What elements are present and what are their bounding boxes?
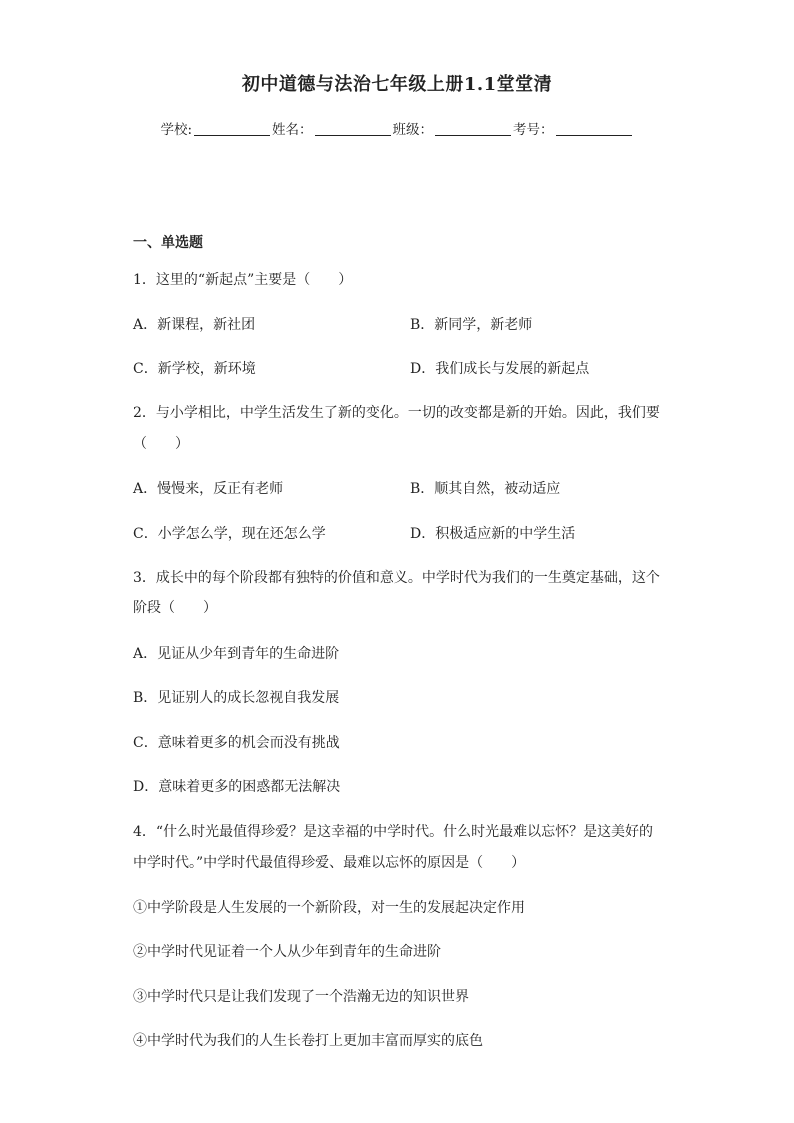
name-blank[interactable] bbox=[315, 121, 391, 136]
number-label: 考号： bbox=[513, 122, 554, 138]
name-label: 姓名： bbox=[272, 122, 313, 138]
q4-stem-line2: 中学时代。”中学时代最值得珍爱、最难以忘怀的原因是（ ） bbox=[133, 855, 526, 871]
q4-item-4: ④中学时代为我们的人生长卷打上更加丰富而厚实的底色 bbox=[133, 1033, 483, 1049]
q3-option-a: A．见证从少年到青年的生命进阶 bbox=[133, 646, 340, 662]
q1-option-a: A．新课程，新社团 bbox=[133, 317, 256, 333]
q2-stem-line2: （ ） bbox=[133, 436, 189, 452]
class-blank[interactable] bbox=[435, 121, 511, 136]
q2-option-b: B．顺其自然，被动适应 bbox=[410, 481, 561, 497]
q2-option-a: A．慢慢来，反正有老师 bbox=[133, 481, 284, 497]
q4-item-2: ②中学时代见证着一个人从少年到青年的生命进阶 bbox=[133, 944, 441, 960]
school-label: 学校: bbox=[160, 122, 193, 138]
q4-stem-line1: 4．“什么时光最值得珍爱？是这幸福的中学时代。什么时光最难以忘怀？是这美好的 bbox=[133, 824, 654, 840]
student-info-line bbox=[0, 118, 794, 138]
section-title: 一、单选题 bbox=[133, 235, 203, 251]
page-title: 初中道德与法治七年级上册1.1堂堂清 bbox=[241, 74, 553, 95]
q3-option-d: D．意味着更多的困惑都无法解决 bbox=[133, 779, 341, 795]
q2-option-c: C．小学怎么学，现在还怎么学 bbox=[133, 526, 326, 542]
class-label: 班级： bbox=[392, 122, 434, 138]
q3-stem-line2: 阶段（ ） bbox=[133, 600, 217, 616]
q4-item-1: ①中学阶段是人生发展的一个新阶段，对一生的发展起决定作用 bbox=[133, 900, 525, 916]
q3-stem-line1: 3．成长中的每个阶段都有独特的价值和意义。中学时代为我们的一生奠定基础，这个 bbox=[133, 570, 660, 586]
school-blank[interactable] bbox=[194, 121, 270, 136]
q1-option-d: D．我们成长与发展的新起点 bbox=[410, 361, 590, 377]
q4-item-3: ③中学时代只是让我们发现了一个浩瀚无边的知识世界 bbox=[133, 989, 469, 1005]
q1-option-b: B．新同学，新老师 bbox=[410, 317, 533, 333]
q2-option-d: D．积极适应新的中学生活 bbox=[410, 526, 576, 542]
q2-stem-line1: 2．与小学相比，中学生活发生了新的变化。一切的改变都是新的开始。因此，我们要 bbox=[133, 405, 660, 421]
number-blank[interactable] bbox=[556, 121, 632, 136]
q1-stem: 1．这里的“新起点”主要是（ ） bbox=[133, 272, 353, 288]
q3-option-c: C．意味着更多的机会而没有挑战 bbox=[133, 735, 340, 751]
q3-option-b: B．见证别人的成长忽视自我发展 bbox=[133, 690, 340, 706]
q1-option-c: C．新学校，新环境 bbox=[133, 361, 256, 377]
